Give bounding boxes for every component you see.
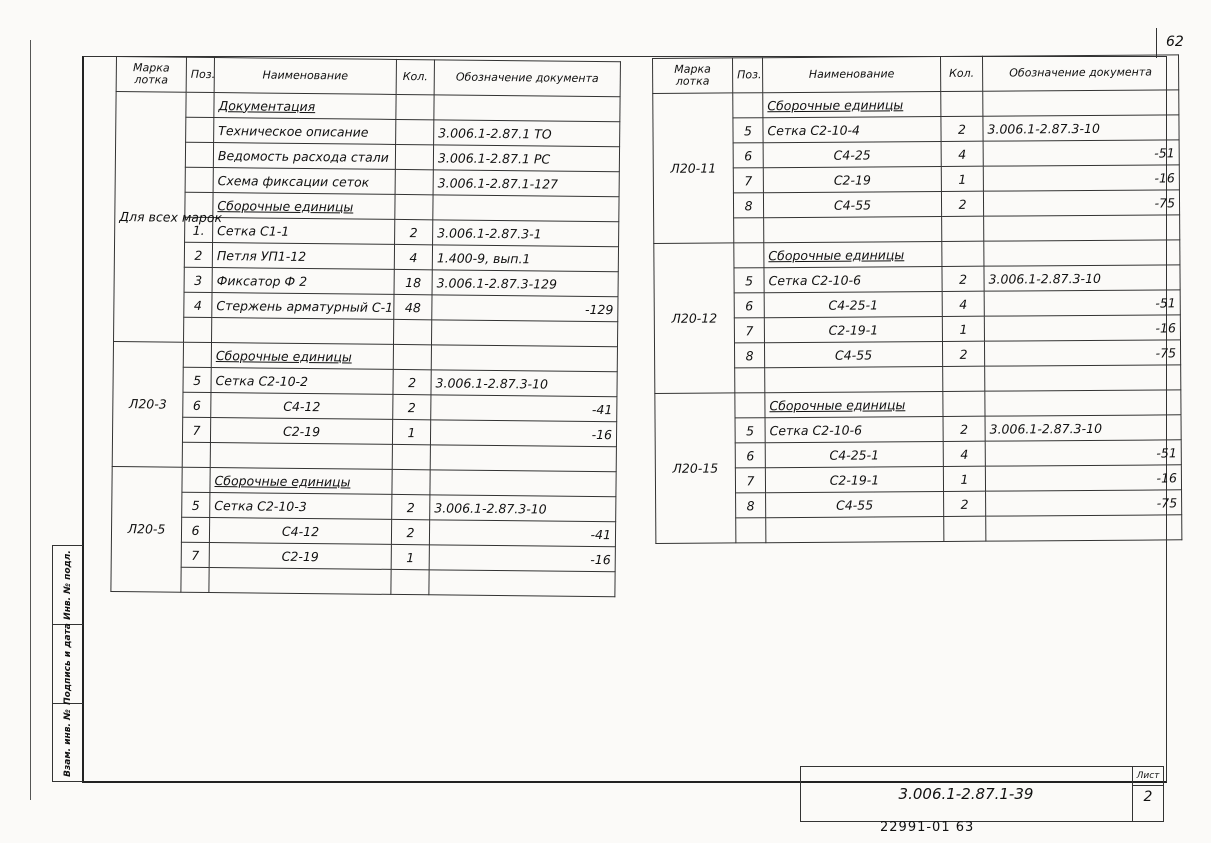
qty-cell	[391, 569, 429, 594]
name-cell	[764, 216, 942, 242]
name-cell	[765, 366, 943, 392]
doc-cell: -75	[983, 190, 1179, 216]
pos-cell	[735, 393, 765, 418]
table-row	[653, 90, 1179, 119]
pos-cell: 5	[735, 418, 765, 443]
name-cell	[211, 343, 393, 370]
qty-cell: 1	[941, 166, 983, 191]
doc-cell	[430, 470, 616, 497]
doc-cell: 3.006.1-2.87.3-10	[984, 265, 1180, 291]
name-cell: С4-12	[211, 393, 393, 420]
doc-cell: -41	[431, 395, 617, 422]
sheet-value: 2	[1143, 789, 1153, 805]
qty-cell: 2	[941, 191, 983, 216]
qty-cell: 2	[942, 341, 984, 366]
doc-cell	[983, 90, 1179, 116]
qty-cell: 2	[943, 416, 985, 441]
qty-cell	[395, 144, 433, 169]
name-cell: С4-55	[766, 491, 944, 517]
mark-cell: Л20-3	[112, 341, 183, 467]
mark-cell: Л20-12	[654, 243, 735, 394]
pos-cell	[185, 142, 213, 167]
spec-table-right	[652, 54, 1182, 544]
mark-cell: Л20-15	[655, 393, 736, 544]
doc-cell: -16	[984, 315, 1180, 341]
name-cell: С2-19	[210, 418, 392, 445]
pos-cell: 7	[735, 468, 765, 493]
stamp-cell	[53, 704, 83, 782]
doc-cell: -16	[985, 465, 1181, 491]
doc-cell	[429, 570, 615, 597]
col-pos: Поз.	[186, 57, 214, 92]
doc-cell: 3.006.1-2.87.3-10	[985, 415, 1181, 441]
qty-cell: 2	[395, 219, 433, 244]
doc-cell: 1.400-9, вып.1	[432, 245, 618, 272]
spec-table-left	[110, 56, 621, 597]
pos-cell: 6	[181, 517, 209, 542]
qty-cell: 2	[393, 394, 431, 419]
name-cell: С2-19-1	[764, 316, 942, 342]
pos-cell: 8	[734, 343, 764, 368]
pos-cell: 6	[183, 392, 211, 417]
pos-cell	[735, 368, 765, 393]
doc-cell	[433, 195, 619, 222]
name-cell	[212, 318, 394, 345]
pos-cell: 7	[182, 417, 210, 442]
table-row	[654, 240, 1180, 269]
doc-cell: 3.006.1-2.87.1-127	[433, 170, 619, 197]
header-row	[653, 55, 1179, 94]
name-cell: Техническое описание	[214, 118, 396, 145]
stamp-label: Взам. инв. №	[63, 709, 73, 777]
pos-cell	[734, 243, 764, 268]
col-doc: Обозначение документа	[434, 60, 620, 97]
archive-number: 22991-01 63	[880, 820, 975, 835]
doc-cell: -51	[985, 440, 1181, 466]
name-cell: С4-12	[209, 518, 391, 545]
sheet-cell	[1132, 767, 1163, 821]
col-qty: Кол.	[396, 59, 434, 94]
mark-cell: Л20-11	[653, 93, 734, 244]
pos-cell: 8	[736, 493, 766, 518]
pos-cell: 1.	[185, 217, 213, 242]
pos-cell: 6	[733, 143, 763, 168]
doc-cell: -51	[984, 290, 1180, 316]
name-cell: Схема фиксации сеток	[213, 168, 395, 195]
pos-cell	[736, 518, 766, 543]
qty-cell	[395, 169, 433, 194]
pos-cell	[185, 167, 213, 192]
section-heading: Сборочные единицы	[217, 197, 354, 214]
qty-cell: 2	[944, 491, 986, 516]
doc-cell: 3.006.1-2.87.1 ТО	[434, 120, 620, 147]
qty-cell: 2	[391, 519, 429, 544]
name-cell: Сетка С1-1	[213, 218, 395, 245]
name-cell: С4-55	[764, 341, 942, 367]
section-heading: Сборочные единицы	[214, 472, 351, 489]
pos-cell	[733, 93, 763, 118]
pos-cell	[182, 467, 210, 492]
pos-cell: 3	[184, 267, 212, 292]
name-cell	[766, 516, 944, 542]
pos-cell: 7	[181, 542, 209, 567]
spec-body-left	[111, 92, 620, 597]
sheet-number: 62	[1166, 34, 1184, 50]
document-code: 3.006.1-2.87.1-39	[898, 785, 1034, 803]
name-cell: Ведомость расхода стали	[213, 143, 395, 170]
doc-cell	[985, 365, 1181, 391]
pos-cell: 7	[734, 318, 764, 343]
doc-cell	[984, 215, 1180, 241]
name-cell	[764, 241, 942, 267]
name-cell: Сетка С2-10-4	[763, 116, 941, 142]
qty-cell	[392, 444, 430, 469]
doc-cell: -75	[984, 340, 1180, 366]
qty-cell	[942, 216, 984, 241]
pos-cell: 5	[183, 367, 211, 392]
name-cell: С4-25-1	[765, 441, 943, 467]
pos-cell: 8	[733, 193, 763, 218]
pos-cell	[186, 92, 214, 117]
qty-cell: 2	[942, 266, 984, 291]
doc-cell	[986, 515, 1182, 541]
qty-cell: 4	[394, 244, 432, 269]
name-cell	[765, 391, 943, 417]
qty-cell: 1	[942, 316, 984, 341]
mark-cell: Л20-5	[111, 466, 182, 592]
doc-cell: -75	[986, 490, 1182, 516]
qty-cell: 48	[394, 294, 432, 319]
qty-cell	[392, 469, 430, 494]
qty-cell: 4	[941, 141, 983, 166]
pos-cell: 5	[733, 118, 763, 143]
name-cell: Сетка С2-10-2	[211, 368, 393, 395]
doc-cell: 3.006.1-2.87.3-10	[430, 495, 616, 522]
sheet-label: Лист	[1133, 767, 1163, 786]
qty-cell	[396, 94, 434, 119]
name-cell: С2-19	[209, 543, 391, 570]
mark-cell: Для всех марок	[114, 92, 187, 343]
name-cell: Петля УП1-12	[212, 243, 394, 270]
qty-cell	[942, 241, 984, 266]
section-heading: Документация	[218, 97, 316, 114]
qty-cell: 1	[391, 544, 429, 569]
pos-cell	[186, 117, 214, 142]
col-name: Наименование	[763, 56, 941, 92]
qty-cell	[396, 119, 434, 144]
name-cell: С2-19-1	[765, 466, 943, 492]
col-pos: Поз.	[733, 58, 763, 93]
qty-cell	[943, 391, 985, 416]
name-cell: С2-19	[763, 166, 941, 192]
pos-cell: 5	[734, 268, 764, 293]
section-heading: Сборочные единицы	[215, 347, 352, 364]
doc-cell	[984, 240, 1180, 266]
name-cell: Фиксатор Ф 2	[212, 268, 394, 295]
pos-cell: 7	[733, 168, 763, 193]
side-stamp	[52, 545, 83, 782]
table-row	[111, 566, 615, 596]
pos-cell	[181, 567, 209, 592]
name-cell: С4-25-1	[764, 291, 942, 317]
name-cell	[209, 568, 391, 595]
doc-cell	[431, 320, 617, 347]
name-cell: Сетка С2-10-6	[765, 416, 943, 442]
qty-cell	[393, 344, 431, 369]
pos-cell	[184, 317, 212, 342]
doc-cell: 3.006.1-2.87.1 РС	[433, 145, 619, 172]
doc-cell: -16	[430, 420, 616, 447]
qty-cell	[941, 91, 983, 116]
qty-cell: 1	[943, 466, 985, 491]
section-heading: Сборочные единицы	[767, 96, 904, 113]
qty-cell	[395, 194, 433, 219]
col-name: Наименование	[214, 58, 396, 95]
qty-cell: 2	[393, 369, 431, 394]
doc-cell: -16	[983, 165, 1179, 191]
pos-cell	[182, 442, 210, 467]
name-cell	[763, 91, 941, 117]
qty-cell: 4	[943, 441, 985, 466]
qty-cell	[943, 366, 985, 391]
name-cell	[214, 93, 396, 120]
name-cell: С4-25	[763, 141, 941, 167]
stamp-cell	[53, 625, 83, 704]
section-heading: Сборочные единицы	[769, 396, 906, 413]
qty-cell: 2	[392, 494, 430, 519]
qty-cell: 2	[941, 116, 983, 141]
pos-cell	[734, 218, 764, 243]
qty-cell	[393, 319, 431, 344]
pos-cell: 6	[734, 293, 764, 318]
col-qty: Кол.	[940, 56, 982, 91]
spec-body-right	[653, 90, 1182, 544]
name-cell	[210, 468, 392, 495]
name-cell: Стержень арматурный С-1	[212, 293, 394, 320]
doc-cell: 3.006.1-2.87.3-129	[432, 270, 618, 297]
header-row	[116, 57, 620, 97]
pos-cell	[183, 342, 211, 367]
name-cell	[213, 193, 395, 220]
name-cell	[210, 443, 392, 470]
pos-cell: 4	[184, 292, 212, 317]
name-cell: Сетка С2-10-6	[764, 266, 942, 292]
qty-cell: 1	[392, 419, 430, 444]
pos-cell: 2	[184, 242, 212, 267]
stamp-label: Подпись и дата	[63, 623, 73, 705]
qty-cell: 18	[394, 269, 432, 294]
qty-cell: 4	[942, 291, 984, 316]
margin-rule	[30, 40, 31, 800]
name-cell: Сетка С2-10-3	[210, 493, 392, 520]
doc-cell: 3.006.1-2.87.3-10	[431, 370, 617, 397]
table-row	[655, 390, 1181, 419]
doc-cell	[431, 345, 617, 372]
name-cell: С4-55	[763, 191, 941, 217]
col-doc: Обозначение документа	[982, 55, 1178, 91]
title-block	[800, 766, 1164, 822]
pos-cell: 5	[182, 492, 210, 517]
stamp-cell	[53, 546, 83, 625]
pos-cell: 6	[735, 443, 765, 468]
doc-cell: 3.006.1-2.87.3-10	[983, 115, 1179, 141]
doc-cell: 3.006.1-2.87.3-1	[433, 220, 619, 247]
doc-cell	[985, 390, 1181, 416]
section-heading: Сборочные единицы	[768, 246, 905, 263]
col-mark: Марка лотка	[116, 57, 186, 93]
doc-cell	[434, 95, 620, 122]
qty-cell	[944, 516, 986, 541]
doc-cell: -129	[432, 295, 618, 322]
doc-cell	[430, 445, 616, 472]
doc-cell: -51	[983, 140, 1179, 166]
col-mark: Марка лотка	[653, 58, 733, 94]
doc-cell: -16	[429, 545, 615, 572]
stamp-label: Инв. № подл.	[63, 550, 73, 620]
doc-cell: -41	[429, 520, 615, 547]
